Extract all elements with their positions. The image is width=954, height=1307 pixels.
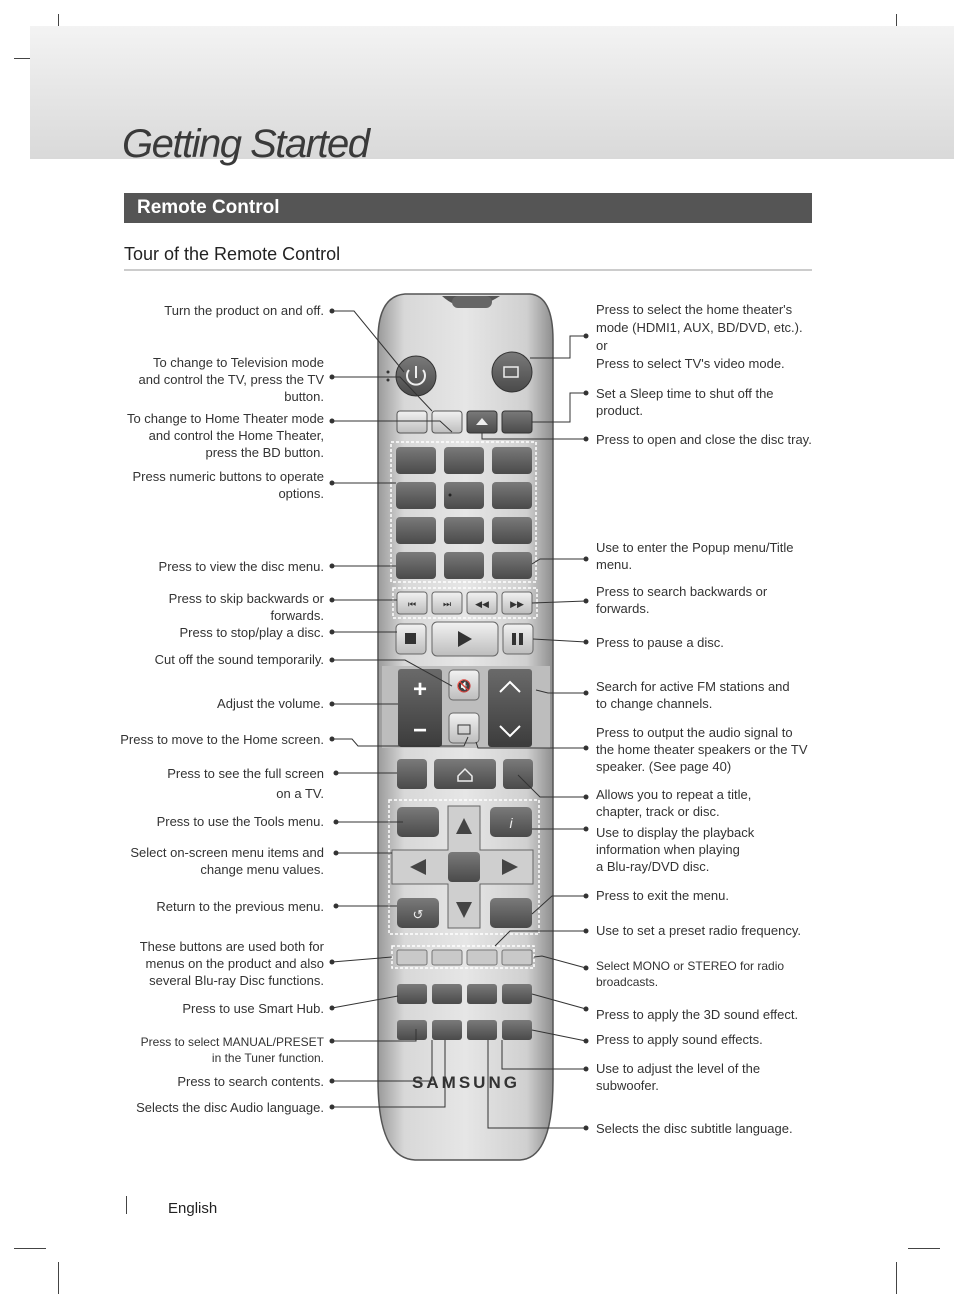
- right-leader-dots: [584, 334, 589, 1131]
- label-navigation: Select on-screen menu items and change menu values.: [130, 845, 324, 877]
- numeric-key: [444, 447, 484, 474]
- label-eject: Press to open and close the disc tray.: [596, 432, 812, 447]
- label-info: Use to display the playback information when playing a Blu-ray/DVD disc.: [596, 825, 755, 874]
- label-skip: Press to skip backwards or forwards.: [168, 591, 324, 623]
- label-smart-hub: Press to use Smart Hub.: [182, 1001, 324, 1016]
- subsection-title: Tour of the Remote Control: [124, 244, 341, 264]
- mono-stereo-button: [467, 984, 497, 1004]
- label-pause: Press to pause a disc.: [596, 635, 724, 650]
- label-mono-stereo: Select MONO or STEREO for radio broadcasts.: [596, 959, 785, 989]
- source-button: [492, 352, 532, 392]
- numeric-key: [396, 447, 436, 474]
- tv-button: [397, 411, 427, 433]
- numeric-key: [492, 447, 532, 474]
- tv-speaker-button: [449, 713, 479, 743]
- ir-window-inner: [452, 296, 492, 308]
- numeric-key: [396, 517, 436, 544]
- search-fwd-icon: ▶▶: [510, 599, 524, 609]
- sleep-button: [502, 411, 532, 433]
- label-fullscreen: Press to see the full screen on a TV.: [167, 766, 324, 801]
- numeric-key: [444, 517, 484, 544]
- label-volume: Adjust the volume.: [217, 696, 324, 711]
- popup-menu-button: [492, 552, 532, 579]
- numeric-key: [492, 482, 532, 509]
- numeric-key: [444, 552, 484, 579]
- label-bd-mode: To change to Home Theater mode and control the Home Theater, press the BD button.: [126, 411, 324, 460]
- footer-language: English: [168, 1200, 218, 1217]
- section-title: Remote Control: [124, 193, 812, 223]
- label-mute: Cut off the sound temporarily.: [154, 652, 324, 667]
- repeat-button: [503, 759, 533, 789]
- label-popup: Use to enter the Popup menu/Title menu.: [596, 540, 794, 572]
- fullscreen-button: [397, 759, 427, 789]
- footer-divider: [126, 1196, 127, 1214]
- color-button-d: [502, 950, 532, 965]
- search-button: [397, 1020, 427, 1040]
- tuner-memory-button: [432, 984, 462, 1004]
- color-button-b: [432, 950, 462, 965]
- dots-left-2: [387, 379, 390, 382]
- enter-button: [448, 852, 480, 882]
- search-back-icon: ◀◀: [475, 599, 489, 609]
- pause-icon-r: [519, 633, 523, 645]
- label-preset: Use to set a preset radio frequency.: [596, 923, 801, 938]
- skip-fwd-icon: ⏭: [442, 599, 452, 609]
- disc-menu-button: [396, 552, 436, 579]
- sound-effect-button: [502, 1020, 532, 1040]
- skip-back-icon: ⏮: [407, 599, 417, 609]
- label-color-buttons: These buttons are used both for menus on the product and also several Blu-ray Disc functions.: [139, 939, 324, 988]
- label-tv-mode: To change to Television mode and control the TV, press the TV button.: [138, 355, 324, 404]
- label-exit: Press to exit the menu.: [596, 888, 729, 903]
- label-subwoofer: Use to adjust the level of the subwoofer.: [596, 1061, 761, 1093]
- numeric-key: [396, 482, 436, 509]
- label-search-fwd-back: Press to search backwards or forwards.: [596, 584, 768, 616]
- sound-3d-button: [502, 984, 532, 1004]
- volume-plus-icon: +: [412, 676, 428, 703]
- label-numeric: Press numeric buttons to operate options.: [132, 469, 324, 501]
- pause-button: [503, 624, 533, 654]
- label-disc-menu: Press to view the disc menu.: [158, 559, 324, 574]
- label-sound-effects: Press to apply sound effects.: [596, 1032, 763, 1047]
- label-tools: Press to use the Tools menu.: [156, 814, 324, 829]
- label-search: Press to search contents.: [177, 1074, 324, 1089]
- bd-button: [432, 411, 462, 433]
- color-button-c: [467, 950, 497, 965]
- label-tuning: Search for active FM stations and to change channels.: [596, 679, 790, 711]
- pause-icon-l: [512, 633, 516, 645]
- label-power: Turn the product on and off.: [164, 303, 324, 318]
- chapter-title: Getting Started: [122, 122, 369, 166]
- color-button-a: [397, 950, 427, 965]
- key-dot: [449, 494, 452, 497]
- label-repeat: Allows you to repeat a title, chapter, track or disc.: [596, 787, 752, 819]
- info-icon: i: [509, 815, 513, 831]
- home-button: [434, 759, 496, 789]
- exit-button: [490, 898, 532, 928]
- label-subtitle: Selects the disc subtitle language.: [596, 1121, 793, 1136]
- dots-left-1: [387, 371, 390, 374]
- audio-button: [432, 1020, 462, 1040]
- numeric-key: [492, 517, 532, 544]
- label-stop-play: Press to stop/play a disc.: [179, 625, 324, 640]
- tools-button: [397, 807, 439, 837]
- smart-hub-button: [397, 984, 427, 1004]
- label-speaker: Press to output the audio signal to the home theater speakers or the TV speaker. (See page 40): [596, 725, 808, 774]
- left-leader-dots: [330, 309, 339, 1110]
- label-home: Press to move to the Home screen.: [120, 732, 324, 747]
- label-source: Press to select the home theater's mode (HDMI1, AUX, BD/DVD, etc.). or Press to select TV's video mode.: [596, 302, 803, 371]
- label-sleep: Set a Sleep time to shut off the product.: [596, 386, 774, 418]
- mute-icon: 🔇: [456, 679, 472, 693]
- label-return: Return to the previous menu.: [156, 899, 324, 914]
- stop-icon: [405, 633, 416, 644]
- volume-minus-icon: −: [412, 717, 428, 744]
- label-tuner: Press to select MANUAL/PRESET in the Tuner function.: [140, 1035, 324, 1065]
- label-audio: Selects the disc Audio language.: [136, 1100, 324, 1115]
- return-icon: ↺: [412, 907, 424, 922]
- label-3d-sound: Press to apply the 3D sound effect.: [596, 1007, 799, 1022]
- brand-logo: SAMSUNG: [412, 1073, 520, 1092]
- subtitle-button: [467, 1020, 497, 1040]
